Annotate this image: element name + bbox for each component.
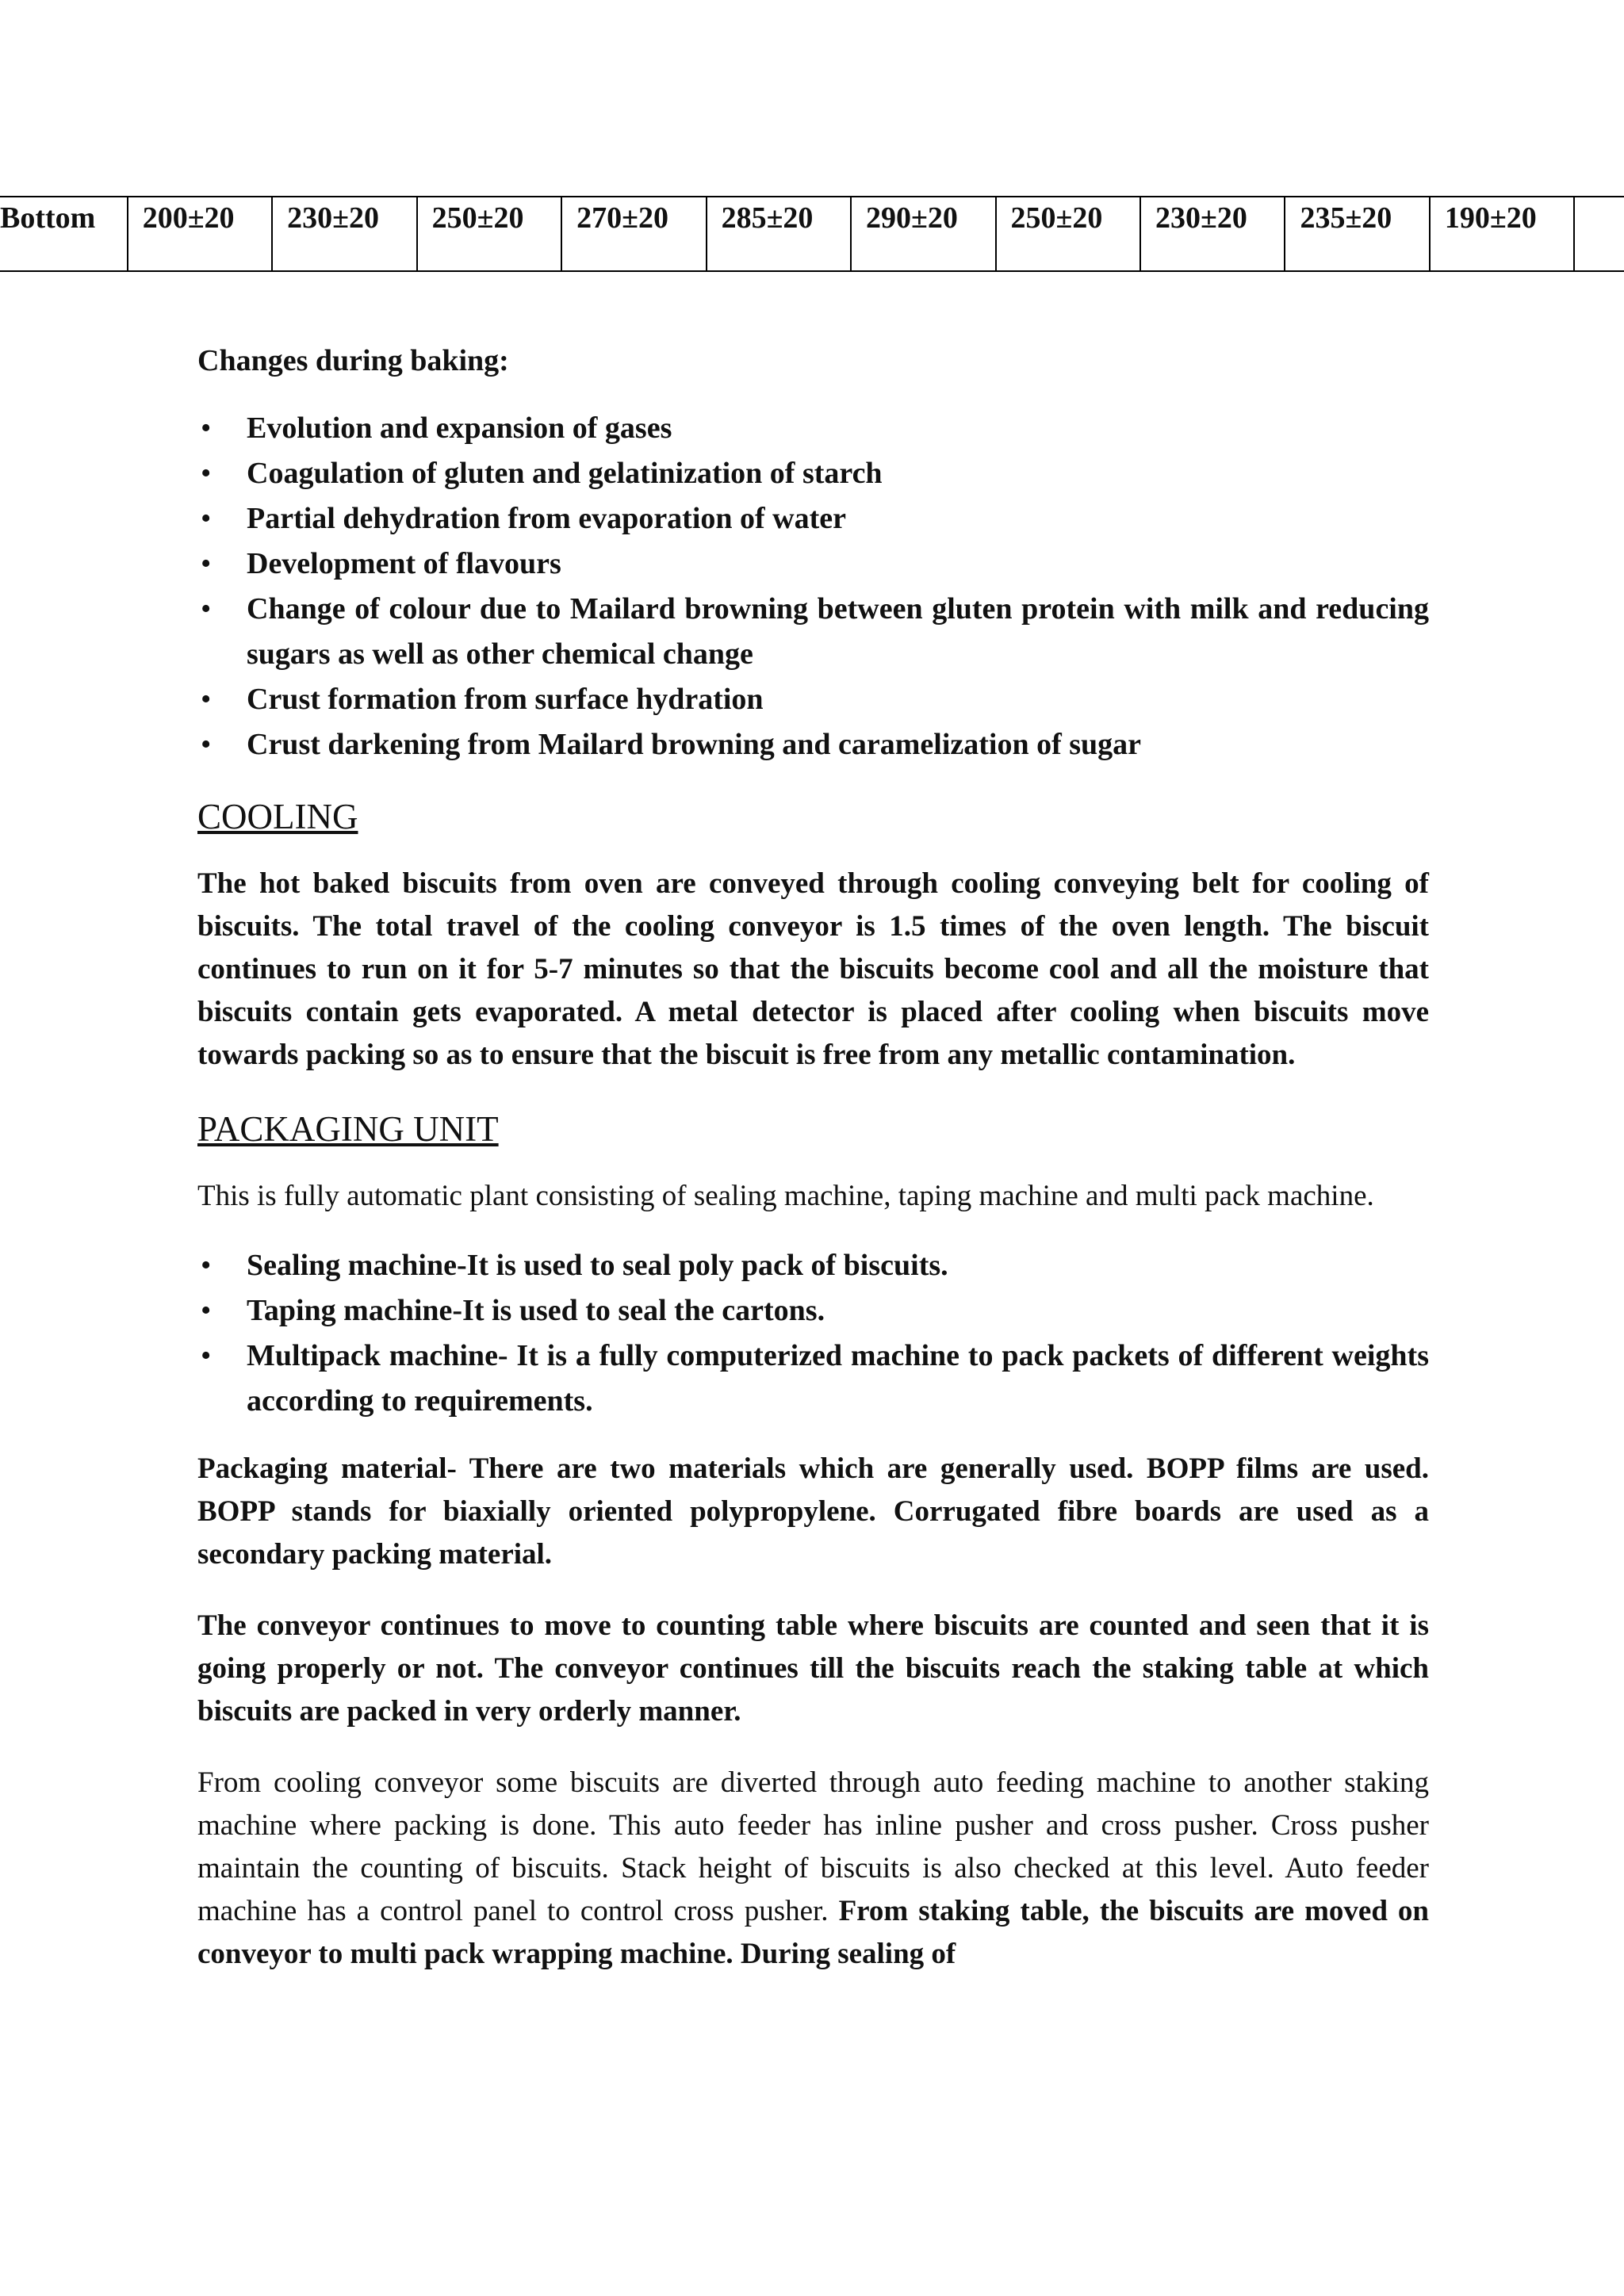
auto-feeder-text: From cooling conveyor some biscuits are diverted through auto feeding machine to another staking machine where packing is done. This auto feeder has inline pusher and cross pusher. Cross pusher maintain the counting of biscuits. Stack height of biscuits is also checked at this level. Auto feeder machine has a control panel to control cross pusher. bbox=[197, 1766, 1429, 1927]
table-cell: 230±20 bbox=[272, 197, 416, 271]
packaging-title: PACKAGING UNIT bbox=[197, 1109, 499, 1149]
list-item: • Evolution and expansion of gases bbox=[197, 406, 1429, 451]
table-row bbox=[0, 197, 1624, 271]
cooling-paragraph: The hot baked biscuits from oven are conveyed through cooling conveying belt for cooling of biscuits. The total travel of the cooling conveyor is 1.5 times of the oven length. The biscuit continues to run on it for 5-7 minutes so that the biscuits become cool and all the moisture that biscuits contain gets evaporated. A metal detector is placed after cooling when biscuits move towards packing so as to ensure that the biscuit is free from any metallic contamination. bbox=[197, 867, 1429, 1071]
document-body bbox=[197, 339, 1429, 1976]
conveyor-paragraph: The conveyor continues to move to counting table where biscuits are counted and seen that it is going properly or not. The conveyor continues till the biscuits reach the staking table at which biscuits are packed in very orderly manner. bbox=[197, 1609, 1429, 1728]
temperature-table bbox=[0, 196, 1624, 272]
table-cell-empty bbox=[1574, 197, 1624, 271]
table-cell: 200±20 bbox=[128, 197, 272, 271]
table-cell: 230±20 bbox=[1140, 197, 1285, 271]
list-item: • Multipack machine- It is a fully computerized machine to pack packets of different weights according to requirements. bbox=[197, 1334, 1429, 1424]
table-cell: 290±20 bbox=[851, 197, 995, 271]
packaging-intro: This is fully automatic plant consisting of sealing machine, taping machine and multi pack machine. bbox=[197, 1180, 1374, 1212]
list-item: • Development of flavours bbox=[197, 541, 1429, 587]
auto-feeder-bold-text: From staking table, the biscuits are moved on conveyor to multi pack wrapping machine. During sealing of bbox=[197, 1895, 1429, 1970]
list-item: • Partial dehydration from evaporation of water bbox=[197, 496, 1429, 541]
row-label: Bottom bbox=[0, 197, 128, 271]
table-cell: 235±20 bbox=[1285, 197, 1429, 271]
list-item: • Taping machine-It is used to seal the cartons. bbox=[197, 1288, 1429, 1334]
table-cell: 250±20 bbox=[996, 197, 1140, 271]
packaging-machines-list bbox=[197, 1243, 1429, 1424]
cooling-title: COOLING bbox=[197, 797, 358, 836]
list-item: • Crust formation from surface hydration bbox=[197, 677, 1429, 722]
baking-heading: Changes during baking: bbox=[197, 344, 509, 377]
baking-changes-list bbox=[197, 406, 1429, 767]
auto-feeder-paragraph bbox=[197, 1762, 1429, 1976]
table-cell: 270±20 bbox=[561, 197, 706, 271]
list-item: • Coagulation of gluten and gelatinization of starch bbox=[197, 451, 1429, 496]
list-item: • Crust darkening from Mailard browning and caramelization of sugar bbox=[197, 722, 1429, 767]
packaging-material-paragraph: Packaging material- There are two materials which are generally used. BOPP films are used. BOPP stands for biaxially oriented polypropylene. Corrugated fibre boards are used as a secondary packing material. bbox=[197, 1452, 1429, 1571]
list-item: • Sealing machine-It is used to seal poly pack of biscuits. bbox=[197, 1243, 1429, 1288]
list-item: • Change of colour due to Mailard browning between gluten protein with milk and reducing sugars as well as other chemical change bbox=[197, 587, 1429, 677]
table-cell: 250±20 bbox=[417, 197, 561, 271]
table-cell: 190±20 bbox=[1430, 197, 1574, 271]
table-cell: 285±20 bbox=[707, 197, 851, 271]
